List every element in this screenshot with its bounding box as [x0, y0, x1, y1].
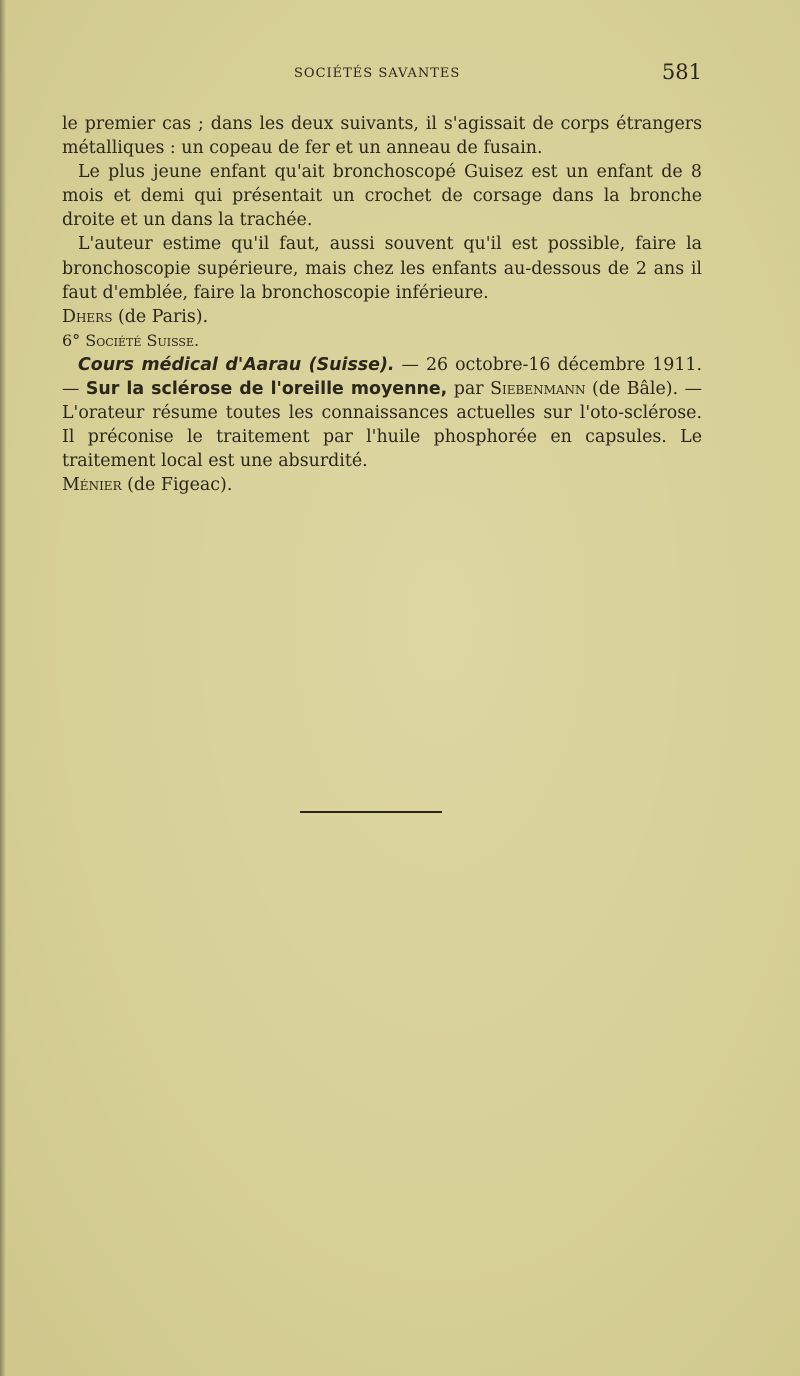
author-name: Siebenmann: [490, 379, 586, 400]
article-title: Sur la sclérose de l'oreille moyenne,: [85, 379, 448, 400]
by-word: par: [447, 379, 491, 400]
signature-name: Ménier: [62, 475, 122, 496]
signature-place: (de Figeac).: [121, 475, 233, 496]
paragraph-3: L'auteur estime qu'il faut, aussi souvent qu'il est possible, faire la bronchoscopie supérieure, mais chez les enfants au-dessous de 2 ans il faut d'emblée, faire la bronchoscopie inférieure.: [62, 234, 702, 303]
running-head: SOCIÉTÉS SAVANTES: [294, 66, 461, 81]
page-number: 581: [661, 60, 702, 84]
paragraph-2: Le plus jeune enfant qu'ait bronchoscopé Guisez est un enfant de 8 mois et demi qui présentait un crochet de corsage dans la bronche droite et un dans la trachée.: [62, 162, 702, 231]
section-heading: [62, 329, 702, 353]
section-title: Société Suisse.: [85, 330, 200, 350]
signature-name: Dhers: [62, 306, 113, 327]
paragraph-4: [62, 353, 702, 473]
end-rule: [300, 811, 442, 813]
section-number: 6°: [62, 330, 81, 350]
signature-place: (de Paris).: [112, 306, 209, 327]
page-edge-shadow: [0, 0, 6, 1376]
paragraph-4-rest: (de Bâle). — L'orateur résume toutes les connaissances actuelles sur l'oto-sclérose. Il préconise le traitement par l'huile phosphorée en capsules. Le traitement local est une absurdité.: [62, 379, 702, 472]
paragraph-1: le premier cas ; dans les deux suivants, il s'agissait de corps étrangers métalliques : un copeau de fer et un anneau de fusain.: [62, 114, 702, 159]
journal-title: Cours médical d'Aarau (Suisse).: [78, 354, 395, 375]
signature-dhers: [62, 305, 702, 329]
signature-menier: [62, 473, 702, 497]
page-header: [62, 60, 702, 88]
session-dates: — 26 octobre-16 décembre 1911. —: [62, 354, 702, 400]
page-body: [62, 112, 702, 498]
